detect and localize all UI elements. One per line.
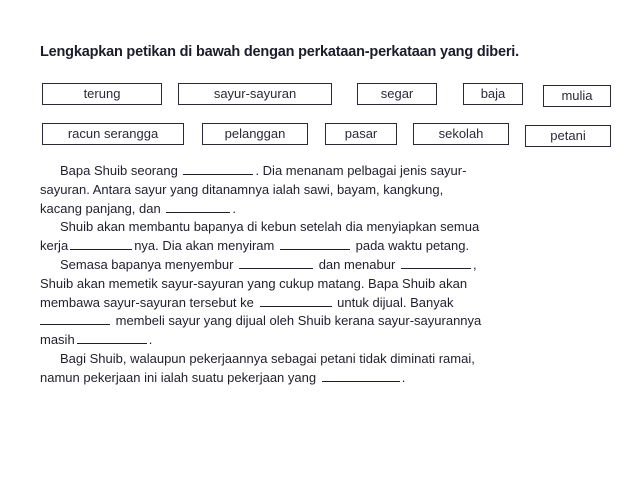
word-petani: petani [525, 125, 611, 147]
passage-text: masih [40, 332, 75, 348]
passage-text: . [401, 369, 406, 385]
passage-text: membeli sayur yang dijual oleh Shuib kerana sayur-sayurannya [115, 313, 482, 329]
instruction-heading: Lengkapkan petikan di bawah dengan perkataan-perkataan yang diberi. [40, 44, 519, 60]
passage-line [40, 331, 590, 350]
passage-text: , [472, 256, 477, 272]
passage-text: kerja [40, 238, 69, 254]
word-pelanggan: pelanggan [202, 123, 308, 145]
answer-blank[interactable] [322, 369, 400, 382]
word-racun-serangga: racun serangga [42, 123, 184, 145]
passage-text: . [148, 332, 153, 348]
passage-line [40, 312, 590, 331]
answer-blank[interactable] [260, 294, 332, 307]
passage-text: Semasa bapanya menyembur [60, 256, 234, 272]
word-terung: terung [42, 83, 162, 105]
passage [40, 162, 590, 388]
passage-text: kacang panjang, dan [40, 200, 161, 216]
word-segar: segar [357, 83, 437, 105]
passage-line [40, 200, 590, 219]
answer-blank[interactable] [77, 331, 147, 344]
passage-text: Bagi Shuib, walaupun pekerjaannya sebagai petani tidak diminati ramai, [60, 350, 475, 366]
passage-text: membawa sayur-sayuran tersebut ke [40, 294, 254, 310]
word-baja: baja [463, 83, 523, 105]
answer-blank[interactable] [239, 256, 313, 269]
passage-line [40, 181, 590, 200]
passage-line [40, 369, 590, 388]
passage-line [40, 162, 590, 181]
answer-blank[interactable] [183, 162, 253, 175]
word-sayur-sayuran: sayur-sayuran [178, 83, 332, 105]
passage-text: namun pekerjaan ini ialah suatu pekerjaan yang [40, 369, 317, 385]
passage-line [40, 275, 590, 294]
passage-text: nya. Dia akan menyiram [134, 238, 275, 254]
passage-text: Bapa Shuib seorang [60, 163, 178, 178]
passage-line [40, 218, 590, 237]
passage-line [40, 294, 590, 313]
passage-line [40, 256, 590, 275]
passage-line [40, 237, 590, 256]
word-sekolah: sekolah [413, 123, 509, 145]
answer-blank[interactable] [166, 200, 230, 213]
answer-blank[interactable] [401, 256, 471, 269]
answer-blank[interactable] [70, 237, 132, 250]
passage-text: Shuib akan membantu bapanya di kebun setelah dia menyiapkan semua [60, 219, 480, 235]
word-bank [0, 0, 638, 160]
passage-text: . [232, 200, 236, 216]
word-mulia: mulia [543, 85, 611, 107]
passage-text: pada waktu petang. [355, 238, 470, 254]
answer-blank[interactable] [40, 312, 110, 325]
passage-text: untuk dijual. Banyak [337, 294, 454, 310]
passage-text: dan menabur [318, 256, 396, 272]
passage-text: sayuran. Antara sayur yang ditanamnya ialah sawi, bayam, kangkung, [40, 181, 444, 197]
passage-line [40, 350, 590, 369]
passage-text: Shuib akan memetik sayur-sayuran yang cukup matang. Bapa Shuib akan [40, 275, 468, 291]
word-pasar: pasar [325, 123, 397, 145]
answer-blank[interactable] [280, 237, 350, 250]
passage-text: . Dia menanam pelbagai jenis sayur- [255, 163, 467, 178]
